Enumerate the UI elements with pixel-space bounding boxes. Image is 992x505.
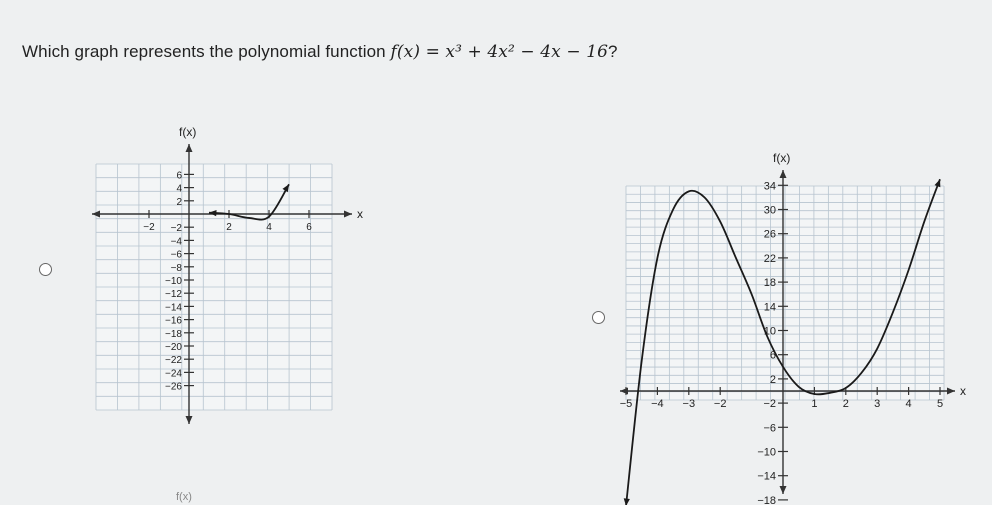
y-axis-label: f(x) [773, 151, 791, 165]
y-tick-label: 26 [763, 228, 776, 241]
y-tick-label: 14 [763, 301, 776, 314]
y-tick-label: −2 [170, 223, 182, 235]
x-tick-label: 6 [306, 222, 312, 233]
y-tick-label: 6 [769, 349, 776, 362]
x-tick-label: −3 [682, 398, 696, 410]
y-tick-label: −20 [165, 342, 182, 353]
y-tick-label: 4 [176, 183, 182, 195]
y-tick-label: −12 [165, 289, 182, 301]
function-expression: f(x) = x³ + 4x² − 4x − 16 [390, 42, 609, 62]
y-axis-label: f(x) [179, 125, 197, 139]
x-axis-label: x [960, 384, 966, 398]
y-tick-label: −4 [170, 236, 182, 248]
x-tick-label: 4 [266, 222, 272, 233]
x-tick-label: −5 [619, 398, 633, 410]
y-tick-label: −18 [757, 494, 776, 505]
x-tick-label: 5 [936, 398, 944, 410]
y-tick-label: −18 [165, 328, 182, 340]
question-prefix: Which graph represents the polynomial function [22, 42, 386, 61]
stray-f-of-x-label: f(x) [176, 491, 192, 503]
y-tick-label: 18 [763, 277, 776, 290]
y-tick-label: −26 [165, 381, 182, 393]
x-tick-label: 3 [874, 398, 881, 410]
question-suffix: ? [608, 42, 618, 61]
x-tick-label: −2 [713, 398, 727, 410]
x-axis-label: x [357, 207, 363, 221]
y-tick-label: −8 [170, 262, 182, 274]
y-tick-label: 22 [763, 252, 776, 265]
x-tick-label: 2 [226, 222, 232, 233]
x-tick-label: 1 [811, 398, 818, 410]
x-tick-label: 2 [842, 398, 849, 410]
y-tick-label: 2 [769, 373, 776, 386]
y-tick-label: −14 [165, 302, 182, 314]
y-tick-label: 10 [763, 325, 776, 338]
y-tick-label: 6 [176, 170, 182, 182]
y-tick-label: −6 [763, 422, 776, 435]
y-tick-label: −10 [165, 276, 182, 287]
x-tick-label: −2 [143, 222, 155, 233]
y-tick-label: −24 [165, 368, 182, 380]
y-tick-label: −16 [165, 315, 182, 327]
y-tick-label: 2 [176, 196, 182, 208]
y-tick-label: −14 [757, 470, 776, 483]
y-tick-label: 34 [763, 180, 776, 193]
y-tick-label: −6 [170, 249, 182, 261]
y-tick-label: 30 [763, 204, 776, 217]
y-tick-label: −10 [757, 446, 776, 459]
x-tick-label: 4 [905, 398, 912, 410]
x-tick-label: −4 [651, 398, 664, 410]
y-tick-label: −22 [165, 355, 182, 367]
y-tick-label: −2 [763, 398, 776, 411]
